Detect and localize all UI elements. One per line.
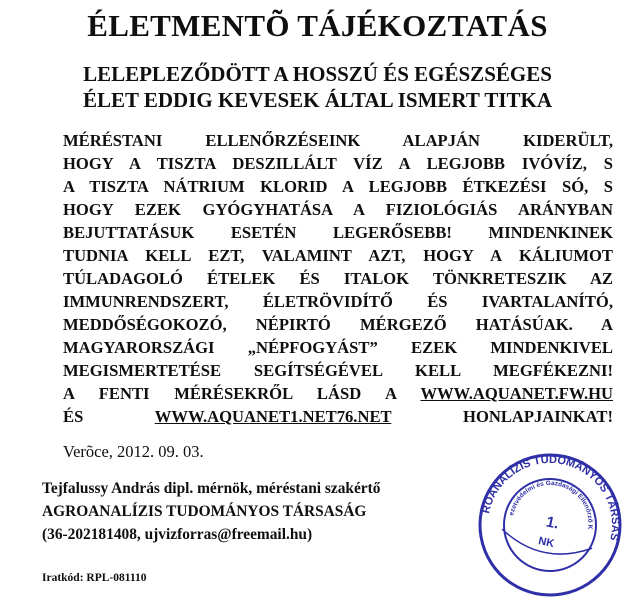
- aquanet1-link[interactable]: WWW.AQUANET1.NET76.NET: [154, 407, 392, 426]
- stamp-inner-text: Környezetvédelmi és Gazdasági Ellenőrző Központ: [508, 479, 594, 530]
- body-line: MEDDŐSÉGOKOZÓ, NÉPIRTÓ MÉRGEZŐ HATÁSÚAK. A: [63, 315, 613, 334]
- body-line: HOGY EZEK GYÓGYHATÁSA A FIZIOLÓGIÁS ARÁNYBAN: [63, 200, 613, 219]
- body-line-with-link: [63, 384, 613, 404]
- body-line: TÚLADAGOLÓ ÉTELEK ÉS ITALOK TÖNKRETESZIK AZ: [63, 269, 613, 288]
- body-line: HOGY A TISZTA DESZILLÁLT VÍZ A LEGJOBB IVÓVÍZ, S: [63, 154, 613, 173]
- aquanet-link[interactable]: WWW.AQUANET.FW.HU: [420, 384, 613, 403]
- body-line: MÉRÉSTANI ELLENŐRZÉSEINK ALAPJÁN KIDERÜLT,: [63, 131, 613, 150]
- stamp-outer-text: AGROANALÍZIS TUDOMÁNYOS TÁRSASÁG: [480, 453, 622, 542]
- body-line: MAGYARORSZÁGI „NÉPFOGYÁST” EZEK MINDENKIVEL: [63, 338, 613, 357]
- body-line: TUDNIA KELL EZT, VALAMINT AZT, HOGY A KÁLIUMOT: [63, 246, 613, 265]
- subtitle-line-2: ÉLET EDDIG KEVESEK ÁLTAL ISMERT TITKA: [82, 88, 553, 112]
- page-title: ÉLETMENTÕ TÁJÉKOZTATÁS: [87, 8, 548, 43]
- link-prefix: A FENTI MÉRÉSEKRŐL LÁSD A: [63, 384, 421, 403]
- signature-organization: AGROANALÍZIS TUDOMÁNYOS TÁRSASÁG: [42, 503, 367, 520]
- link-suffix: HONLAPJAINKAT!: [391, 407, 613, 426]
- stamp-center-signature: NK: [537, 535, 556, 551]
- body-line: IMMUNRENDSZERT, ÉLETRÖVIDÍTŐ ÉS IVARTALANÍTÓ,: [63, 292, 613, 311]
- subtitle-line-1: LELEPLEZŐDÖTT A HOSSZÚ ÉS EGÉSZSÉGES: [83, 62, 552, 86]
- body-line: MEGISMERTETÉSE SEGÍTSÉGÉVEL KELL MEGFÉKEZNI!: [63, 361, 613, 380]
- link-prefix: ÉS: [63, 407, 155, 426]
- stamp-center-number: 1.: [544, 513, 561, 533]
- official-stamp: [470, 447, 630, 597]
- body-line-with-link: [63, 407, 613, 427]
- date-place: Verõce, 2012. 09. 03.: [63, 442, 204, 461]
- signature-contact: (36-202181408, ujvizforras@freemail.hu): [42, 526, 313, 543]
- body-line: BEJUTTATÁSUK ESETÉN LEGERŐSEBB! MINDENKINEK: [63, 223, 613, 242]
- body-line: A TISZTA NÁTRIUM KLORID A LEGJOBB ÉTKEZÉSI SÓ, S: [63, 177, 613, 196]
- document-code: Iratkód: RPL-081110: [42, 572, 147, 584]
- signature-name: Tejfalussy András dipl. mérnök, méréstani szakértő: [42, 480, 381, 497]
